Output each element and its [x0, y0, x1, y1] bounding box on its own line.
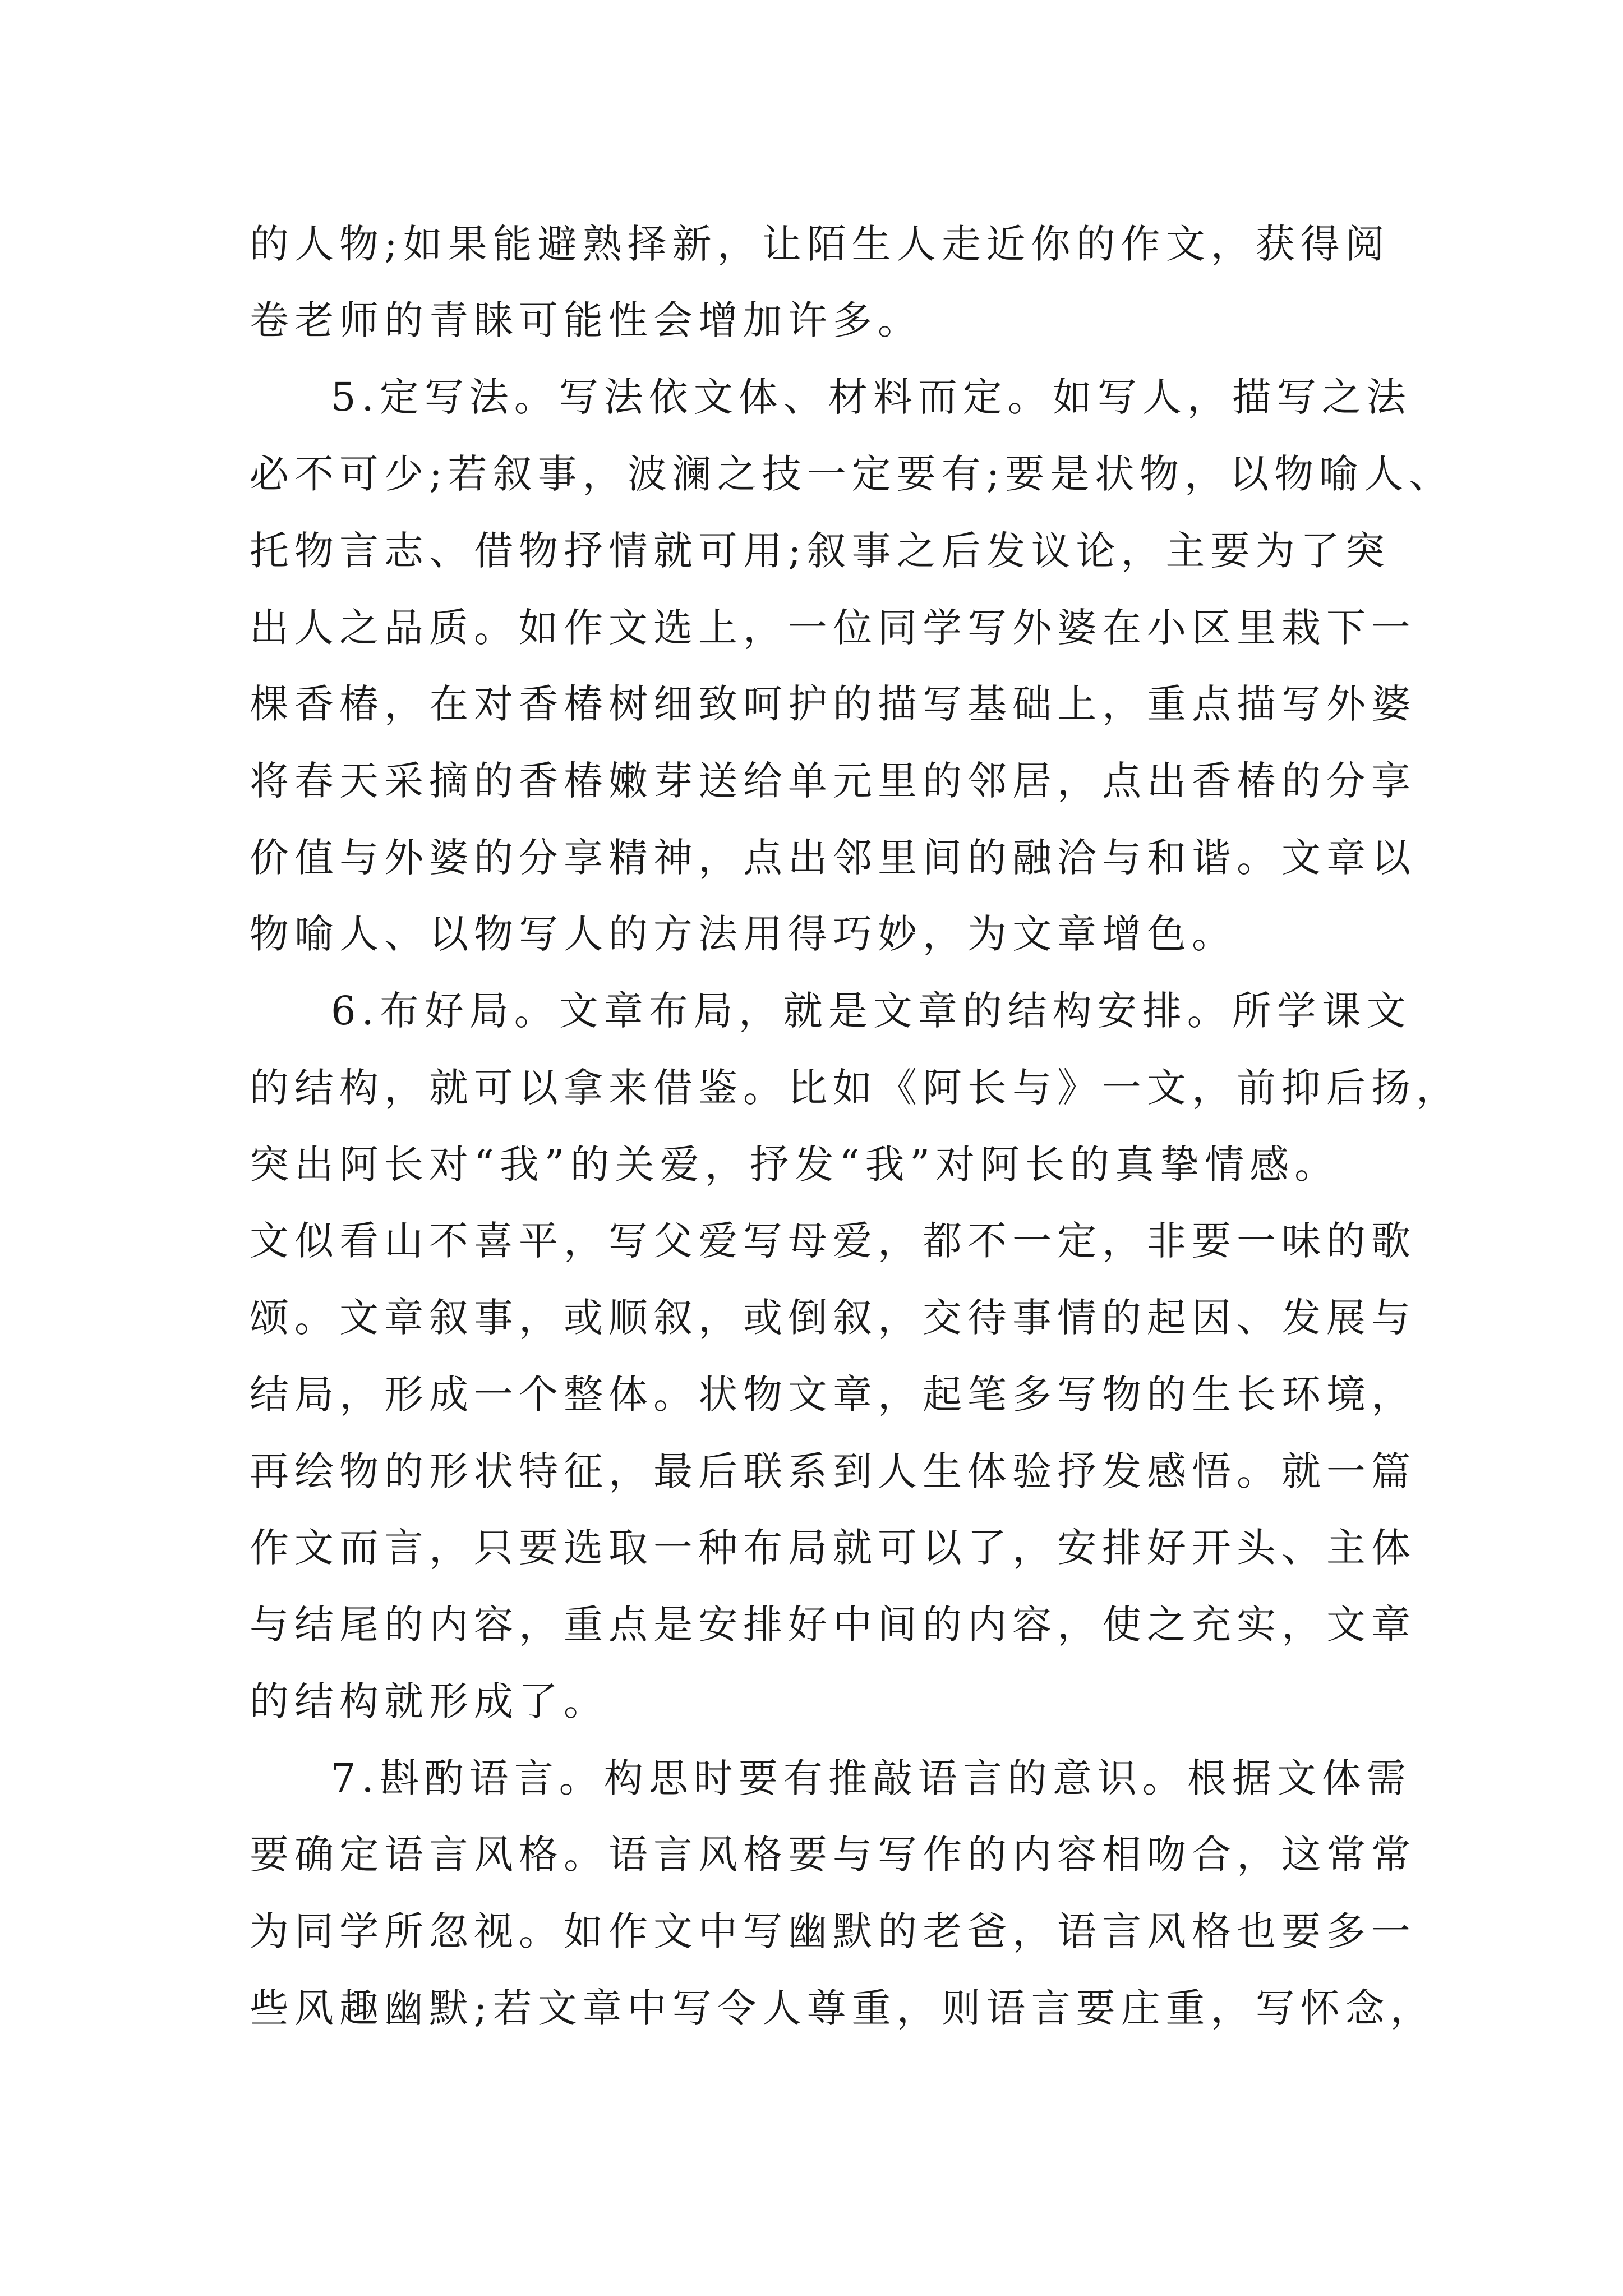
- text-line: 与结尾的内容，重点是安排好中间的内容，使之充实，文章: [250, 1602, 1416, 1648]
- text-line: 的人物;如果能避熟择新，让陌生人走近你的作文，获得阅: [250, 221, 1390, 267]
- text-line: 将春天采摘的香椿嫩芽送给单元里的邻居，点出香椿的分享: [250, 758, 1416, 804]
- text-line: 文似看山不喜平，写父爱写母爱，都不一定，非要一味的歌: [250, 1218, 1416, 1264]
- text-line: 的结构，就可以拿来借鉴。比如《阿长与》一文，前抑后扬，: [250, 1065, 1461, 1111]
- text-line: 结局，形成一个整体。状物文章，起笔多写物的生长环境，: [250, 1372, 1416, 1418]
- text-line: 作文而言，只要选取一种布局就可以了，安排好开头、主体: [250, 1525, 1416, 1571]
- text-line: 卷老师的青睐可能性会增加许多。: [250, 297, 923, 343]
- text-line: 的结构就形成了。: [250, 1678, 608, 1724]
- text-line: 为同学所忽视。如作文中写幽默的老爸，语言风格也要多一: [250, 1908, 1416, 1954]
- text-line: 再绘物的形状特征，最后联系到人生体验抒发感悟。就一篇: [250, 1448, 1416, 1494]
- text-line: 要确定语言风格。语言风格要与写作的内容相吻合，这常常: [250, 1832, 1416, 1878]
- text-line: 5.定写法。写法依文体、材料而定。如写人，描写之法: [331, 374, 1412, 420]
- text-line: 6.布好局。文章布局，就是文章的结构安排。所学课文: [331, 988, 1412, 1034]
- text-line: 颂。文章叙事，或顺叙，或倒叙，交待事情的起因、发展与: [250, 1295, 1416, 1341]
- text-line: 出人之品质。如作文选上，一位同学写外婆在小区里栽下一: [250, 605, 1416, 651]
- text-line: 托物言志、借物抒情就可用;叙事之后发议论，主要为了突: [250, 528, 1390, 574]
- text-line: 突出阿长对“我”的关爱，抒发“我”对阿长的真挚情感。: [250, 1142, 1340, 1188]
- text-line: 必不可少;若叙事，波澜之技一定要有;要是状物，以物喻人、: [250, 451, 1454, 497]
- text-line: 棵香椿，在对香椿树细致呵护的描写基础上，重点描写外婆: [250, 681, 1416, 727]
- text-line: 物喻人、以物写人的方法用得巧妙，为文章增色。: [250, 911, 1237, 957]
- text-line: 7.斟酌语言。构思时要有推敲语言的意识。根据文体需: [331, 1755, 1412, 1801]
- text-line: 些风趣幽默;若文章中写令人尊重，则语言要庄重，写怀念，: [250, 1985, 1435, 2031]
- text-line: 价值与外婆的分享精神，点出邻里间的融洽与和谐。文章以: [250, 835, 1416, 881]
